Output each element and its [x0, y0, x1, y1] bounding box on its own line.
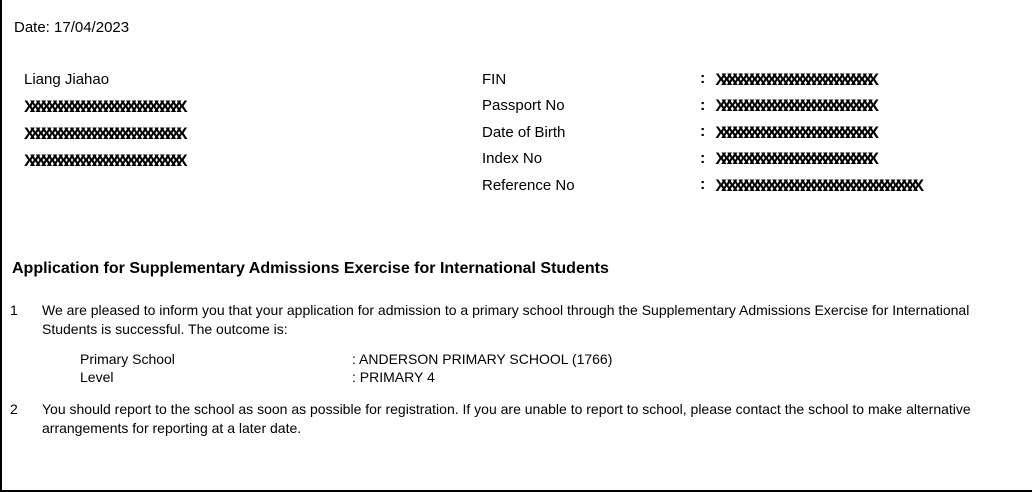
field-row-date-of-birth	[482, 119, 918, 146]
field-label: Reference No	[482, 176, 575, 194]
paragraph-text	[42, 400, 971, 438]
outcome-row-level	[80, 369, 612, 387]
field-value-redaction-bar: XXXXXXXXXXXXXXXXXXXXXXXXXXXX	[715, 149, 874, 169]
paragraph-number: 2	[10, 401, 18, 417]
field-value-redaction-bar: XXXXXXXXXXXXXXXXXXXXXXXXXXXXXXXXXXXX	[715, 175, 919, 195]
field-value-redaction-bar: XXXXXXXXXXXXXXXXXXXXXXXXXXXX	[715, 69, 874, 89]
outcome-label: Level	[80, 368, 114, 385]
field-colon: :	[700, 176, 706, 194]
field-row-index-no	[482, 146, 918, 173]
address-line	[24, 120, 182, 147]
paragraph-line: arrangements for reporting at a later date.	[42, 420, 302, 436]
field-colon: :	[700, 149, 706, 167]
address-line	[24, 93, 182, 120]
paragraph-text	[42, 301, 969, 339]
recipient-name: Liang Jiahao	[24, 71, 110, 88]
field-label: Passport No	[482, 97, 565, 115]
address-line	[24, 147, 182, 174]
paragraph-line: We are pleased to inform you that your application for admission to a primary school through the Supplementary Admissions Exercise for International	[42, 302, 970, 318]
field-colon: :	[700, 96, 706, 114]
outcome-value: : ANDERSON PRIMARY SCHOOL (1766)	[352, 351, 613, 367]
field-label: Date of Birth	[482, 123, 566, 141]
field-row-reference-no	[482, 172, 918, 199]
paragraph-number: 1	[10, 302, 18, 318]
outcome-value: : PRIMARY 4	[352, 368, 435, 385]
field-colon: :	[700, 70, 706, 88]
outcome-block	[80, 351, 612, 386]
address-redaction-bar: XXXXXXXXXXXXXXXXXXXXXXXXXXXX	[24, 151, 182, 170]
field-label: Index No	[482, 150, 543, 168]
outcome-label: Primary School	[80, 351, 175, 367]
field-row-passport-no	[482, 93, 918, 120]
field-label: FIN	[482, 70, 507, 88]
letter-title: Application for Supplementary Admissions Exercise for International Students	[12, 260, 609, 277]
field-colon: :	[700, 123, 706, 141]
field-row-fin	[482, 66, 918, 93]
address-redaction-bar: XXXXXXXXXXXXXXXXXXXXXXXXXXXX	[24, 97, 182, 116]
paragraph-1	[10, 301, 969, 339]
address-redaction-bar: XXXXXXXXXXXXXXXXXXXXXXXXXXXX	[24, 124, 182, 143]
field-value-redaction-bar: XXXXXXXXXXXXXXXXXXXXXXXXXXXX	[715, 122, 874, 142]
paragraph-2	[10, 400, 971, 438]
paragraph-line: You should report to the school as soon as possible for registration. If you are unable to report to school, please contact the school to make alternative	[42, 401, 971, 417]
outcome-row-primary-school	[80, 351, 612, 369]
field-value-redaction-bar: XXXXXXXXXXXXXXXXXXXXXXXXXXXX	[715, 96, 874, 116]
date-text: Date: 17/04/2023	[14, 19, 130, 36]
recipient-block	[24, 66, 182, 174]
identity-fields-block	[482, 66, 918, 199]
paragraph-line: Students is successful. The outcome is:	[42, 321, 288, 337]
